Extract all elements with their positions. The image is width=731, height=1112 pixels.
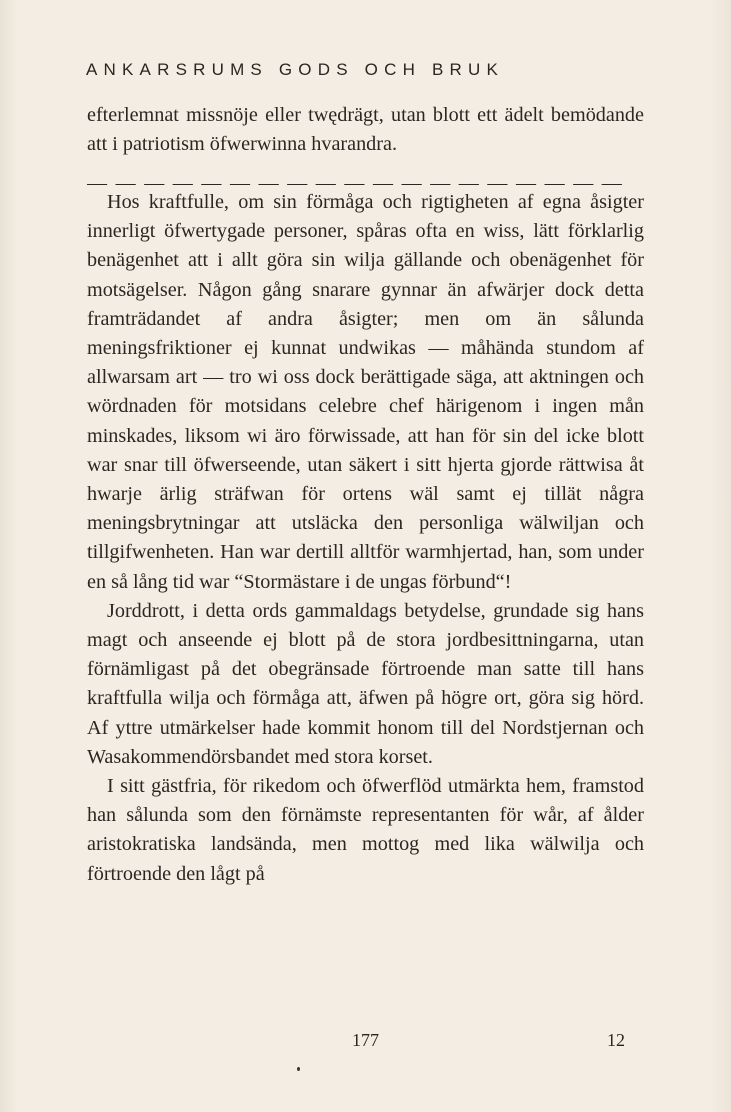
- intro-paragraph: [87, 101, 644, 159]
- body-text: [87, 188, 644, 889]
- paragraph-3: I sitt gästfria, för rikedom och öfwerflöd utmärkta hem, framstod han sålunda som den förnämste representanten för wår, af ålder aristokratiska landsända, men mottog med lika wälwilja och förtroende den lågt på: [87, 775, 644, 885]
- ink-speck: [297, 1067, 300, 1071]
- paragraph-2: Jorddrott, i detta ords gammaldags betydelse, grundade sig hans magt och anseende ej blott på de stora jordbesittningarna, utan förnämligast på det obegränsade förtroende man satte till hans kraftfulla wilja och förmåga att, äfwen på högre ort, göra sig hörd. Af yttre utmärkelser hade kommit honom till del Nordstjernan och Wasakommendörsbandet med stora korset.: [87, 599, 644, 768]
- dash-separator: ———————————————————: [87, 172, 631, 194]
- page-number: 177: [352, 1030, 379, 1050]
- signature-mark: 12: [607, 1030, 625, 1050]
- intro-text: efterlemnat missnöje eller twędrägt, utan blott ett ädelt bemödande att i patriotism öfwerwinna hvarandra.: [87, 104, 644, 156]
- paragraph-1: Hos kraftfulle, om sin förmåga och rigtigheten af egna åsigter innerligt öfwertygade personer, spåras ofta en wiss, lätt förklarlig benägenhet att i allt göra sin wilja gällande och obenägenhet för motsägelser. Någon gång snarare gynnar än afwärjer dock detta framträdandet af andra åsigter; men om än sålunda meningsfriktioner ej kunnat undwikas — måhända stundom af allwarsam art — tro wi oss dock berättigade säga, att aktningen och wördnaden för motsidans celebre chef härigenom i ingen mån minskades, liksom wi äro förwissade, att han för sin del icke blott war snar till öfwerseende, utan säkert i sitt hjerta gjorde rättwisa åt hwarje ärlig sträfwan för ortens wäl samt ej tillät några meningsbrytningar att utsläcka den personliga wälwiljan och tillgifwenheten. Han war dertill alltför warmhjertad, han, som under en så lång tid war “Stormästare i de ungas förbund“!: [87, 191, 644, 593]
- running-header: ANKARSRUMS GODS OCH BRUK: [86, 60, 505, 79]
